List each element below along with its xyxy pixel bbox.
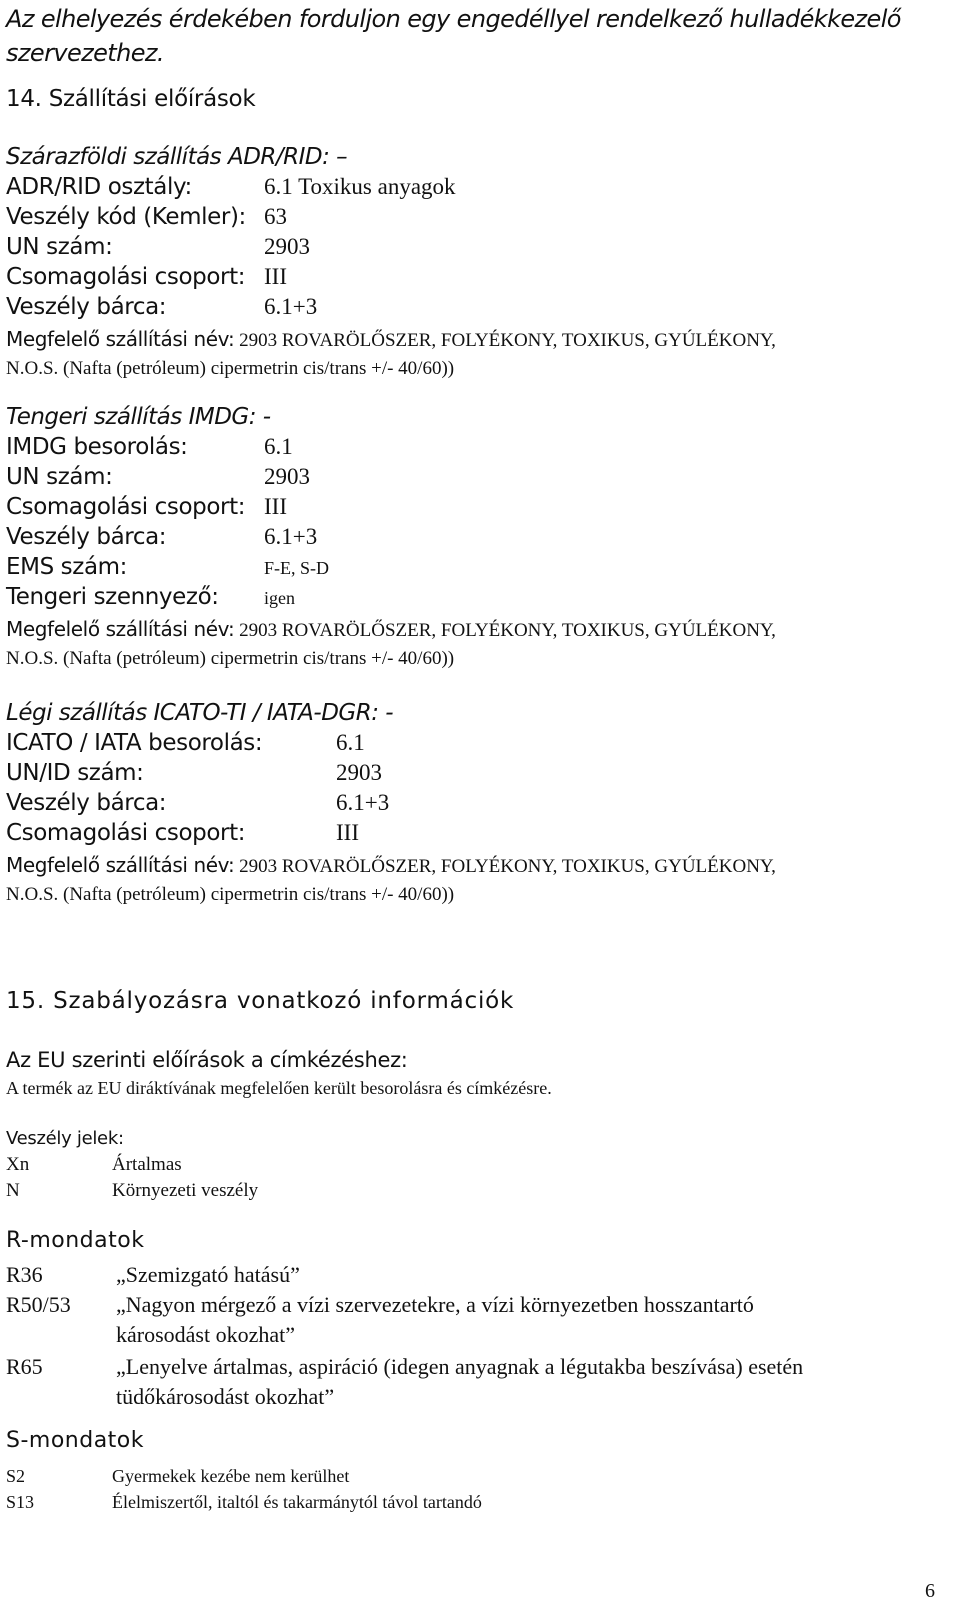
hazard-text: Ártalmas [112, 1154, 182, 1175]
row-value: 6.1+3 [264, 524, 318, 549]
row-value: 6.1 [264, 434, 293, 459]
air-row-packing [6, 820, 776, 850]
hazard-code: N [6, 1180, 20, 1201]
sea-row-un [6, 464, 776, 494]
s-phrase-text: Gyermekek kezébe nem kerülhet [112, 1466, 350, 1486]
air-row-class [6, 730, 776, 760]
r-phrase-text: „Lenyelve ártalmas, aspiráció (idegen anyagnak a légutakba beszívása) esetén [116, 1354, 804, 1379]
row-value: III [264, 494, 287, 519]
air-row-un [6, 760, 776, 790]
row-label: IMDG besorolás: [6, 434, 188, 460]
air-row-label [6, 790, 776, 820]
sea-shipping-name-cont: N.O.S. (Nafta (petróleum) cipermetrin cis/trans +/- 40/60)) [6, 648, 455, 669]
shipping-name-value: 2903 ROVARÖLŐSZER, FOLYÉKONY, TOXIKUS, GYÚLÉKONY, [239, 856, 776, 877]
r-phrases-title: R-mondatok [6, 1228, 145, 1253]
shipping-name-value: 2903 ROVARÖLŐSZER, FOLYÉKONY, TOXIKUS, GYÚLÉKONY, [239, 620, 776, 641]
sea-row-label [6, 524, 776, 554]
shipping-name-label: Megfelelő szállítási név: [6, 327, 235, 351]
s-phrase-code: S2 [6, 1466, 26, 1486]
row-value: 63 [264, 204, 287, 229]
hazard-code: Xn [6, 1154, 30, 1175]
row-value: igen [264, 588, 295, 608]
row-label: Csomagolási csoport: [6, 494, 246, 520]
air-transport-block [6, 700, 776, 910]
r-phrase-text-cont: károsodást okozhat” [116, 1322, 295, 1347]
shipping-name-label: Megfelelő szállítási név: [6, 617, 235, 641]
section-14-title: 14. Szállítási előírások [6, 86, 256, 112]
sea-row-pollutant [6, 584, 776, 614]
sea-row-packing [6, 494, 776, 524]
row-label: Veszély bárca: [6, 524, 167, 550]
row-value: 2903 [264, 464, 310, 489]
section-15-title: 15. Szabályozásra vonatkozó információk [6, 988, 515, 1014]
road-transport-block [6, 144, 776, 384]
eu-labelling-title: Az EU szerinti előírások a címkézéshez: [6, 1048, 408, 1072]
r-phrase-text: „Szemizgató hatású” [116, 1262, 300, 1287]
row-value: 2903 [264, 234, 310, 259]
hazard-symbols-title: Veszély jelek: [6, 1128, 124, 1149]
row-value: 6.1 [336, 730, 365, 755]
row-label: Csomagolási csoport: [6, 820, 246, 846]
s-phrase-code: S13 [6, 1492, 35, 1512]
row-value: III [336, 820, 359, 845]
intro-text: Az elhelyezés érdekében forduljon egy engedéllyel rendelkező hulladékkezelő szervezethez. [6, 5, 901, 67]
road-row-label [6, 294, 776, 324]
r-phrase-code: R65 [6, 1354, 43, 1379]
r-phrase-code: R50/53 [6, 1292, 71, 1317]
row-label: ICATO / IATA besorolás: [6, 730, 263, 756]
row-value: 6.1+3 [336, 790, 390, 815]
sea-heading: Tengeri szállítás IMDG: - [6, 404, 271, 430]
road-heading: Szárazföldi szállítás ADR/RID: – [6, 144, 348, 170]
air-heading: Légi szállítás ICATO-TI / IATA-DGR: - [6, 700, 394, 726]
page-number: 6 [925, 1580, 935, 1602]
shipping-name-label: Megfelelő szállítási név: [6, 853, 235, 877]
air-shipping-name [6, 850, 776, 880]
row-label: Tengeri szennyező: [6, 584, 219, 610]
r-phrase-code: R36 [6, 1262, 43, 1287]
row-value: 6.1+3 [264, 294, 318, 319]
road-row-un [6, 234, 776, 264]
row-label: Veszély bárca: [6, 294, 167, 320]
sea-row-imdg [6, 434, 776, 464]
road-shipping-name-cont: N.O.S. (Nafta (petróleum) cipermetrin cis/trans +/- 40/60)) [6, 358, 455, 379]
s-phrases-title: S-mondatok [6, 1428, 145, 1453]
road-row-kemler [6, 204, 776, 234]
sea-row-ems [6, 554, 776, 584]
row-label: Veszély kód (Kemler): [6, 204, 246, 230]
s-phrase-text: Élelmiszertől, italtól és takarmánytól távol tartandó [112, 1492, 482, 1512]
row-label: Veszély bárca: [6, 790, 167, 816]
road-row-packing [6, 264, 776, 294]
row-label: EMS szám: [6, 554, 127, 580]
r-phrase-text: „Nagyon mérgező a vízi szervezetekre, a vízi környezetben hosszantartó [116, 1292, 754, 1317]
row-label: ADR/RID osztály: [6, 174, 192, 200]
row-value: F-E, S-D [264, 558, 330, 578]
row-value: III [264, 264, 287, 289]
row-label: Csomagolási csoport: [6, 264, 246, 290]
row-label: UN szám: [6, 464, 113, 490]
sea-shipping-name [6, 614, 776, 644]
road-row-class [6, 174, 776, 204]
row-label: UN/ID szám: [6, 760, 144, 786]
eu-labelling-text: A termék az EU diráktívának megfelelően került besorolásra és címkézésre. [6, 1078, 552, 1098]
row-value: 2903 [336, 760, 382, 785]
hazard-text: Környezeti veszély [112, 1180, 259, 1201]
air-shipping-name-cont: N.O.S. (Nafta (petróleum) cipermetrin cis/trans +/- 40/60)) [6, 884, 455, 905]
sea-transport-block [6, 404, 776, 674]
shipping-name-value: 2903 ROVARÖLŐSZER, FOLYÉKONY, TOXIKUS, GYÚLÉKONY, [239, 330, 776, 351]
row-value: 6.1 Toxikus anyagok [264, 174, 456, 199]
r-phrase-text-cont: tüdőkárosodást okozhat” [116, 1384, 335, 1409]
row-label: UN szám: [6, 234, 113, 260]
road-shipping-name [6, 324, 776, 354]
